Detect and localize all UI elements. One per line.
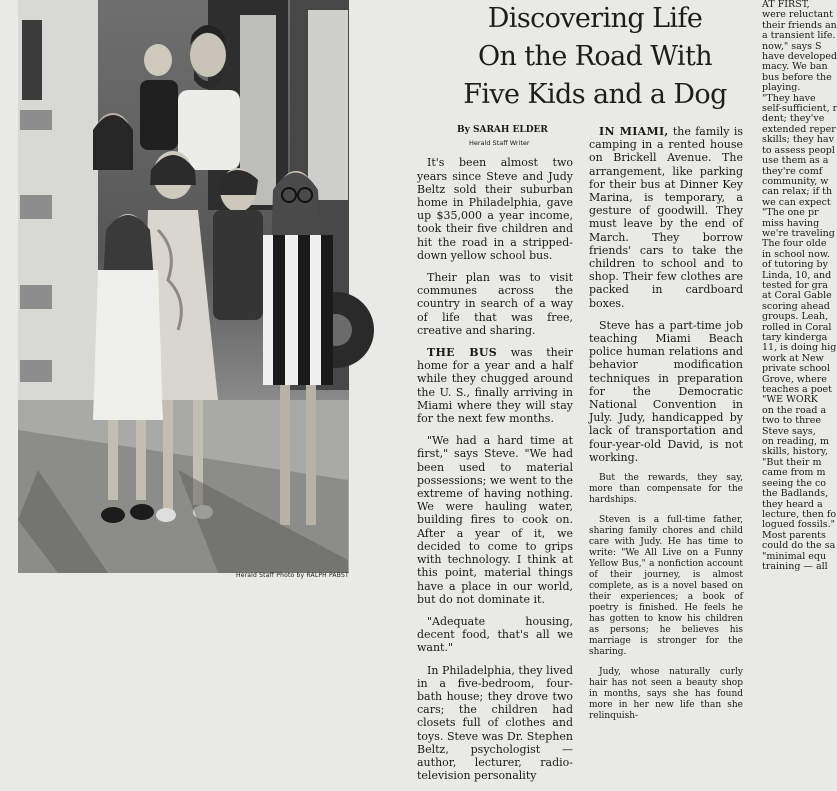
column-3-line: work at New (762, 352, 824, 364)
column-3-line: private school (762, 363, 830, 375)
column-3-line: miss having (762, 217, 820, 229)
article-column-1 (417, 125, 573, 791)
paragraph: Steve has a part-time job teaching Miami Beach police human relations and behavior modification techniques in preparation for the Democratic National Convention in July. Judy, handicapped by lack of transportation and four-year-old David, is not working. (589, 318, 743, 464)
column-3-line: 11, is doing hig (762, 342, 837, 354)
column-3-line: training — all (762, 560, 828, 572)
column-3-line: skills, history, (762, 446, 828, 458)
headline (440, 0, 750, 114)
paragraph: Judy, whose naturally curly hair has not seen a beauty shop in months, says she has found more in her new life than she relinquish- (589, 667, 743, 722)
column-3-line: can relax; if th (762, 186, 833, 198)
column-3-line: extended reper (762, 123, 836, 135)
column-3-line: in school now. (762, 248, 830, 260)
column-3-line: have developed (762, 51, 837, 63)
column-3-line: tested for gra (762, 279, 828, 291)
headline-line-1: Discovering Life (487, 3, 703, 34)
family-bus-photo (18, 0, 349, 573)
byline-role: Herald Staff Writer (469, 139, 530, 148)
column-3-line: AT FIRST, (762, 0, 810, 10)
column-3-line: their friends an (762, 19, 837, 31)
column-3-line: they're comf (762, 165, 823, 177)
column-3-line: bus before the (762, 71, 832, 83)
column-3-line: two to three (762, 415, 821, 427)
lead-in: THE BUS (427, 346, 498, 360)
column-3-line: to assess peopl (762, 144, 835, 156)
column-3-line: "The one pr (762, 207, 819, 219)
column-3-line: skills; they hav (762, 134, 834, 146)
paragraph (417, 346, 573, 425)
photo-credit: Herald Staff Photo by RALPH PABST (236, 572, 349, 579)
paragraph: Steven is a full-time father, sharing family chores and child care with Judy. He has time to write: "We All Live on a Funny Yellow Bus," a nonfiction account of their journey, is almost complete, as is a novel based on their experiences; a book of poetry is finished. He feels he has gotten to know his children as persons; he believes his marriage is stronger for the sharing. (589, 515, 743, 658)
column-3-line: of tutoring by (762, 259, 828, 271)
column-3-line: rolled in Coral (762, 321, 832, 333)
column-3-line: lecture, then fo (762, 508, 837, 520)
lead-in: IN MIAMI, (599, 125, 669, 138)
column-3-line: Linda, 10, and (762, 269, 832, 281)
paragraph (589, 125, 743, 310)
byline-author: By SARAH ELDER (457, 125, 548, 135)
article-column-3 (762, 0, 837, 572)
column-3-line: we can expect (762, 196, 831, 208)
column-3-line: groups. Leah, (762, 311, 829, 323)
column-3-line: a transient life. (762, 30, 836, 42)
column-3-line: "But their m (762, 456, 822, 468)
column-3-line: teaches a poet (762, 384, 832, 396)
column-3-line: we're traveling (762, 227, 835, 239)
column-3-line: they heard a (762, 498, 823, 510)
paragraph-text: the family is camping in a rented house on Brickell Avenue. The arrangement, like parking for their bus at Dinner Key Marina, is temporary, a gesture of goodwill. They must leave by the end of March. They borrow friends' cars to take the children to school and to shop. Their few clothes are packed in cardboard boxes. (589, 125, 743, 310)
column-3-line: came from m (762, 467, 826, 479)
column-3-line: The four olde (762, 238, 827, 250)
paragraph: It's been almost two years since Steve and Judy Beltz sold their suburban home in Philadelphia, gave up $35,000 a year income, took their five children and hit the road in a stripped-down yellow school bus. (417, 156, 573, 262)
column-3-line: playing. (762, 82, 801, 94)
column-3-line: logued fossils." (762, 519, 836, 531)
column-3-line: tary kinderga (762, 332, 828, 343)
column-3-line: on reading, m (762, 436, 830, 448)
column-3-line: now," says S (762, 40, 822, 52)
column-3-line: were reluctant (762, 9, 833, 21)
column-3-line: "They have (762, 92, 816, 104)
column-3-line: "minimal equ (762, 550, 827, 562)
column-3-line: on the road a (762, 404, 827, 416)
column-3-line: could do the sa (762, 540, 836, 552)
column-3-line: dent; they've (762, 113, 825, 125)
column-3-line: seeing the co (762, 477, 826, 489)
headline-line-3: Five Kids and a Dog (463, 79, 727, 110)
column-3-line: use them as a (762, 155, 829, 167)
column-3-line: at Coral Gable (762, 290, 832, 302)
column-3-line: community, w (762, 175, 829, 187)
column-3-line: the Badlands, (762, 488, 829, 500)
column-3-line: macy. We ban (762, 61, 828, 73)
column-3-line: "WE WORK (762, 394, 818, 406)
headline-line-2: On the Road With (477, 41, 712, 72)
paragraph-text: was their home for a year and a half while they chugged around the U. S., finally arriving in Miami where they will stay for the next few months. (417, 346, 573, 426)
paragraph: Their plan was to visit communes across the country in search of a way of life that was free, creative and sharing. (417, 271, 573, 337)
paragraph: In Philadelphia, they lived in a five-bedroom, four-bath house; they drove two cars; the children had closets full of clothes and toys. Steve was Dr. Stephen Beltz, psychologist — author, lecturer, radio-television personality (417, 663, 573, 783)
photo-illustration (18, 0, 349, 573)
paragraph: But the rewards, they say, more than compensate for the hardships. (589, 473, 743, 506)
column-3-line: Grove, where (762, 373, 827, 385)
column-3-line: Steve says, (762, 425, 816, 437)
article-column-2 (589, 125, 743, 731)
column-3-line: Most parents (762, 529, 826, 541)
column-3-line: scoring ahead (762, 300, 830, 312)
paragraph: "We had a hard time at first," says Steve. "We had been used to material possessions; we went to the extreme of having nothing. We were hauling water, building fires to cook on. After a year of it, we decided to come to grips with technology. I think at this point, material things have a place in our world, but do not dominate it. (417, 434, 573, 606)
paragraph: "Adequate housing, decent food, that's all we want." (417, 614, 573, 655)
column-3-line: self-sufficient, r (762, 103, 837, 115)
